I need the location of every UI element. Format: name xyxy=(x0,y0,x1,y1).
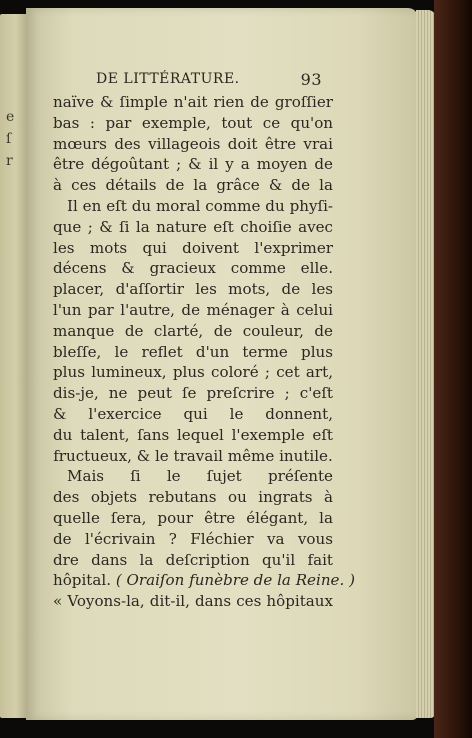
text-line: bleſſe, le reflet d'un terme plus xyxy=(53,342,333,361)
text-line: placer, d'aſſortir les mots, de les xyxy=(53,280,333,299)
text-line: quelle ſera, pour être élégant, la xyxy=(53,508,333,527)
prev-page-fragment: e xyxy=(6,109,15,125)
prev-page-fragment: ſ xyxy=(6,131,12,147)
paragraph-end-line: fructueux, & le travail même inutile. xyxy=(53,446,333,465)
text-line: à ces détails de la grâce & de la xyxy=(53,176,333,195)
page-header xyxy=(96,71,322,93)
prev-page-fragment: r xyxy=(6,153,13,169)
text-line: du talent, ſans lequel l'exemple eſt xyxy=(53,425,333,444)
body-text xyxy=(53,92,355,612)
text-line: les mots qui doivent l'exprimer xyxy=(53,238,333,257)
text-line: bas : par exemple, tout ce qu'on xyxy=(53,113,333,132)
page-number: 93 xyxy=(300,70,322,89)
text-line: dre dans la deſcription qu'il fait xyxy=(53,550,333,569)
quotation-line: « Voyons-la, dit-il, dans ces hôpitaux xyxy=(53,592,333,611)
source-citation: ( Oraiſon funèbre de la Reine. ) xyxy=(115,571,355,590)
text-line: des objets rebutans ou ingrats à xyxy=(53,488,333,507)
previous-page-edge xyxy=(0,14,26,718)
book-cover-edge xyxy=(434,0,472,738)
text-line: manque de clarté, de couleur, de xyxy=(53,321,333,340)
running-head: DE LITTÉRATURE. xyxy=(96,71,240,87)
text-line: dis-je, ne peut ſe preſcrire ; c'eſt xyxy=(53,384,333,403)
text-line: décens & gracieux comme elle. xyxy=(53,259,333,278)
paragraph-start-line: Il en eſt du moral comme du phyſi- xyxy=(67,196,333,215)
text-line: plus lumineux, plus coloré ; cet art, xyxy=(53,363,333,382)
text-line: être dégoûtant ; & il y a moyen de xyxy=(53,155,333,174)
text-line: que ; & ſi la nature eſt choiſie avec xyxy=(53,217,333,236)
text-line: naïve & ſimple n'ait rien de groſſier xyxy=(53,93,333,111)
text-line xyxy=(53,570,355,591)
text-line: & l'exercice qui le donnent, xyxy=(53,404,333,423)
paragraph-start-line: Mais ſi le ſujet préſente xyxy=(67,467,333,486)
text-line: mœurs des villageois doit être vrai xyxy=(53,134,333,153)
text-line: de l'écrivain ? Fléchier va vous xyxy=(53,529,333,548)
hospital-word: hôpital. xyxy=(53,571,111,590)
text-line: l'un par l'autre, de ménager à celui xyxy=(53,300,333,319)
page-fore-edge xyxy=(416,10,436,718)
